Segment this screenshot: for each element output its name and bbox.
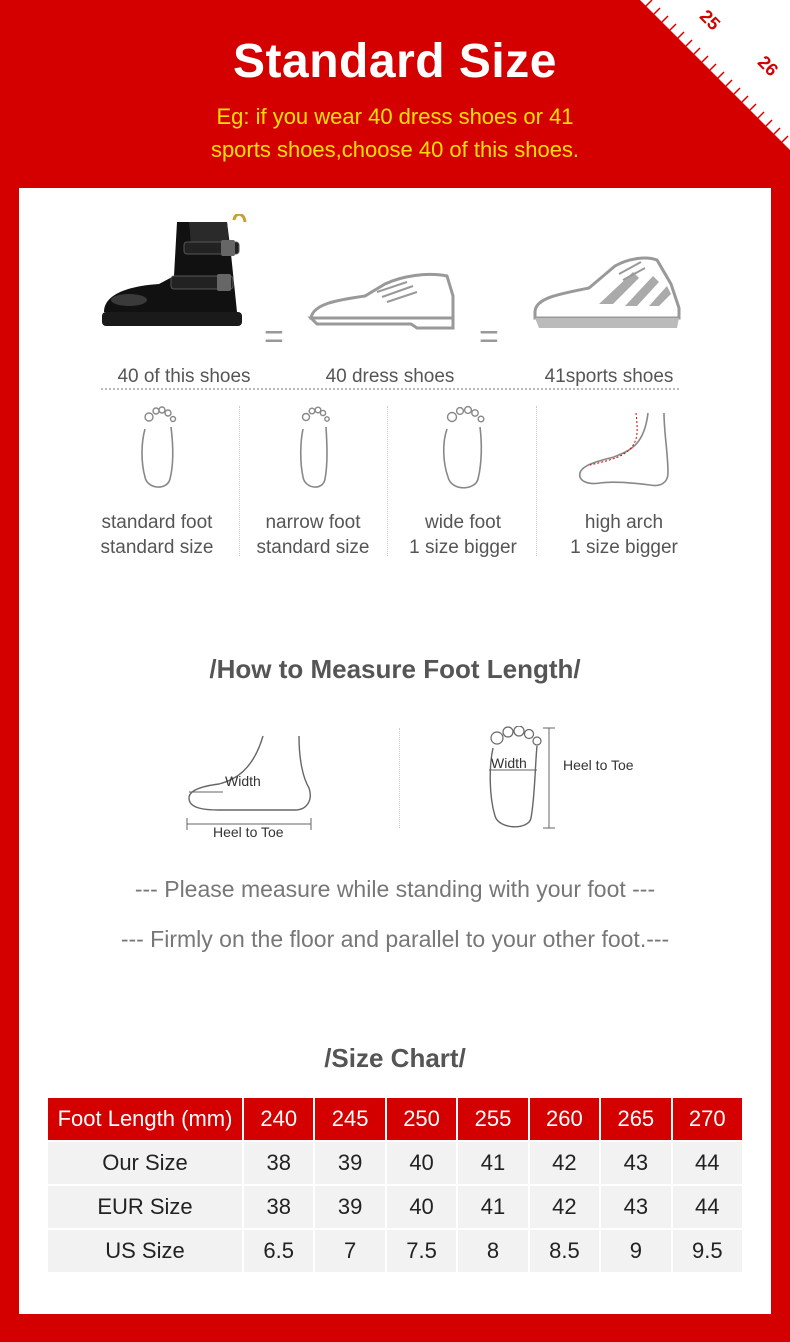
foot-label-line1: high arch [584,512,664,533]
table-header-cell: 240 [243,1097,314,1141]
table-row [47,1141,743,1185]
foot-label-line2: standard size [100,537,214,558]
table-cell: 41 [457,1185,528,1229]
table-cell: 43 [600,1141,671,1185]
subtitle-line-2: sports shoes,choose 40 of this shoes. [210,137,580,162]
table-cell: 8 [457,1229,528,1273]
divider [101,388,679,390]
standard-foot-icon [137,403,177,495]
foot-type-narrow [238,403,388,560]
table-cell: 38 [243,1141,314,1185]
dress-shoe-icon [307,266,457,341]
table-row [47,1185,743,1229]
table-cell: 44 [672,1185,743,1229]
table-cell: 8.5 [529,1229,600,1273]
boot-icon [99,214,249,339]
side-foot-diagram [179,730,319,840]
table-cell: 40 [386,1141,457,1185]
foot-label-line1: narrow foot [265,512,361,533]
table-cell: 39 [314,1141,385,1185]
table-cell: US Size [47,1229,243,1273]
foot-type-standard [82,403,232,560]
foot-label-line1: standard foot [101,512,213,533]
table-cell: 7 [314,1229,385,1273]
table-cell: 9 [600,1229,671,1273]
foot-label-line2: standard size [256,537,370,558]
side-heel-label: Heel to Toe [213,824,284,840]
table-header-cell: 255 [457,1097,528,1141]
top-foot-diagram [479,726,659,836]
table-cell: Our Size [47,1141,243,1185]
shoe-label-dress: 40 dress shoes [325,366,455,387]
size-chart-table [46,1096,744,1274]
table-header-cell: 265 [600,1097,671,1141]
top-foot-icon [479,726,659,836]
table-cell: 42 [529,1185,600,1229]
table-cell: 39 [314,1185,385,1229]
shoe-label-this: 40 of this shoes [117,366,251,387]
page-title: Standard Size [233,35,557,88]
equals-sign-1: = [264,318,284,356]
table-cell: EUR Size [47,1185,243,1229]
high-arch-foot-icon [574,403,674,495]
side-width-label: Width [225,773,261,789]
table-header-cell: 245 [314,1097,385,1141]
shoe-comparison [19,210,771,387]
sneaker-icon [529,254,684,339]
table-cell: 44 [672,1141,743,1185]
top-heel-label: Heel to Toe [563,757,634,773]
table-cell: 42 [529,1141,600,1185]
table-cell: 43 [600,1185,671,1229]
table-header-cell: 260 [529,1097,600,1141]
table-row [47,1229,743,1273]
foot-label-line1: wide foot [424,512,502,533]
table-cell: 7.5 [386,1229,457,1273]
table-header-row [47,1097,743,1141]
table-cell: 9.5 [672,1229,743,1273]
table-header-cell: Foot Length (mm) [47,1097,243,1141]
divider [399,728,400,828]
table-cell: 41 [457,1141,528,1185]
top-width-label: Width [491,755,527,771]
subtitle-line-1: Eg: if you wear 40 dress shoes or 41 [216,104,574,129]
measure-note-2: --- Firmly on the floor and parallel to your other foot.--- [120,926,670,952]
divider [536,406,537,556]
table-cell: 38 [243,1185,314,1229]
content-panel [19,188,771,1314]
foot-type-wide [388,403,538,560]
foot-label-line2: 1 size bigger [570,537,678,558]
shoe-label-sports: 41sports shoes [544,366,674,387]
table-header-cell: 270 [672,1097,743,1141]
equals-sign-2: = [479,318,499,356]
foot-type-high-arch [549,403,699,560]
narrow-foot-icon [295,403,331,495]
table-cell: 6.5 [243,1229,314,1273]
ruler-mark-26: 26 [753,51,783,81]
ruler-mark-25: 25 [695,5,725,35]
table-header-cell: 250 [386,1097,457,1141]
ruler-icon [640,0,790,150]
measure-note-1: --- Please measure while standing with your foot --- [134,876,656,902]
measure-title: /How to Measure Foot Length/ [209,654,581,684]
side-foot-icon [179,730,319,840]
wide-foot-icon [440,403,486,495]
table-cell: 40 [386,1185,457,1229]
foot-label-line2: 1 size bigger [409,537,517,558]
size-chart-title: /Size Chart/ [324,1043,466,1073]
